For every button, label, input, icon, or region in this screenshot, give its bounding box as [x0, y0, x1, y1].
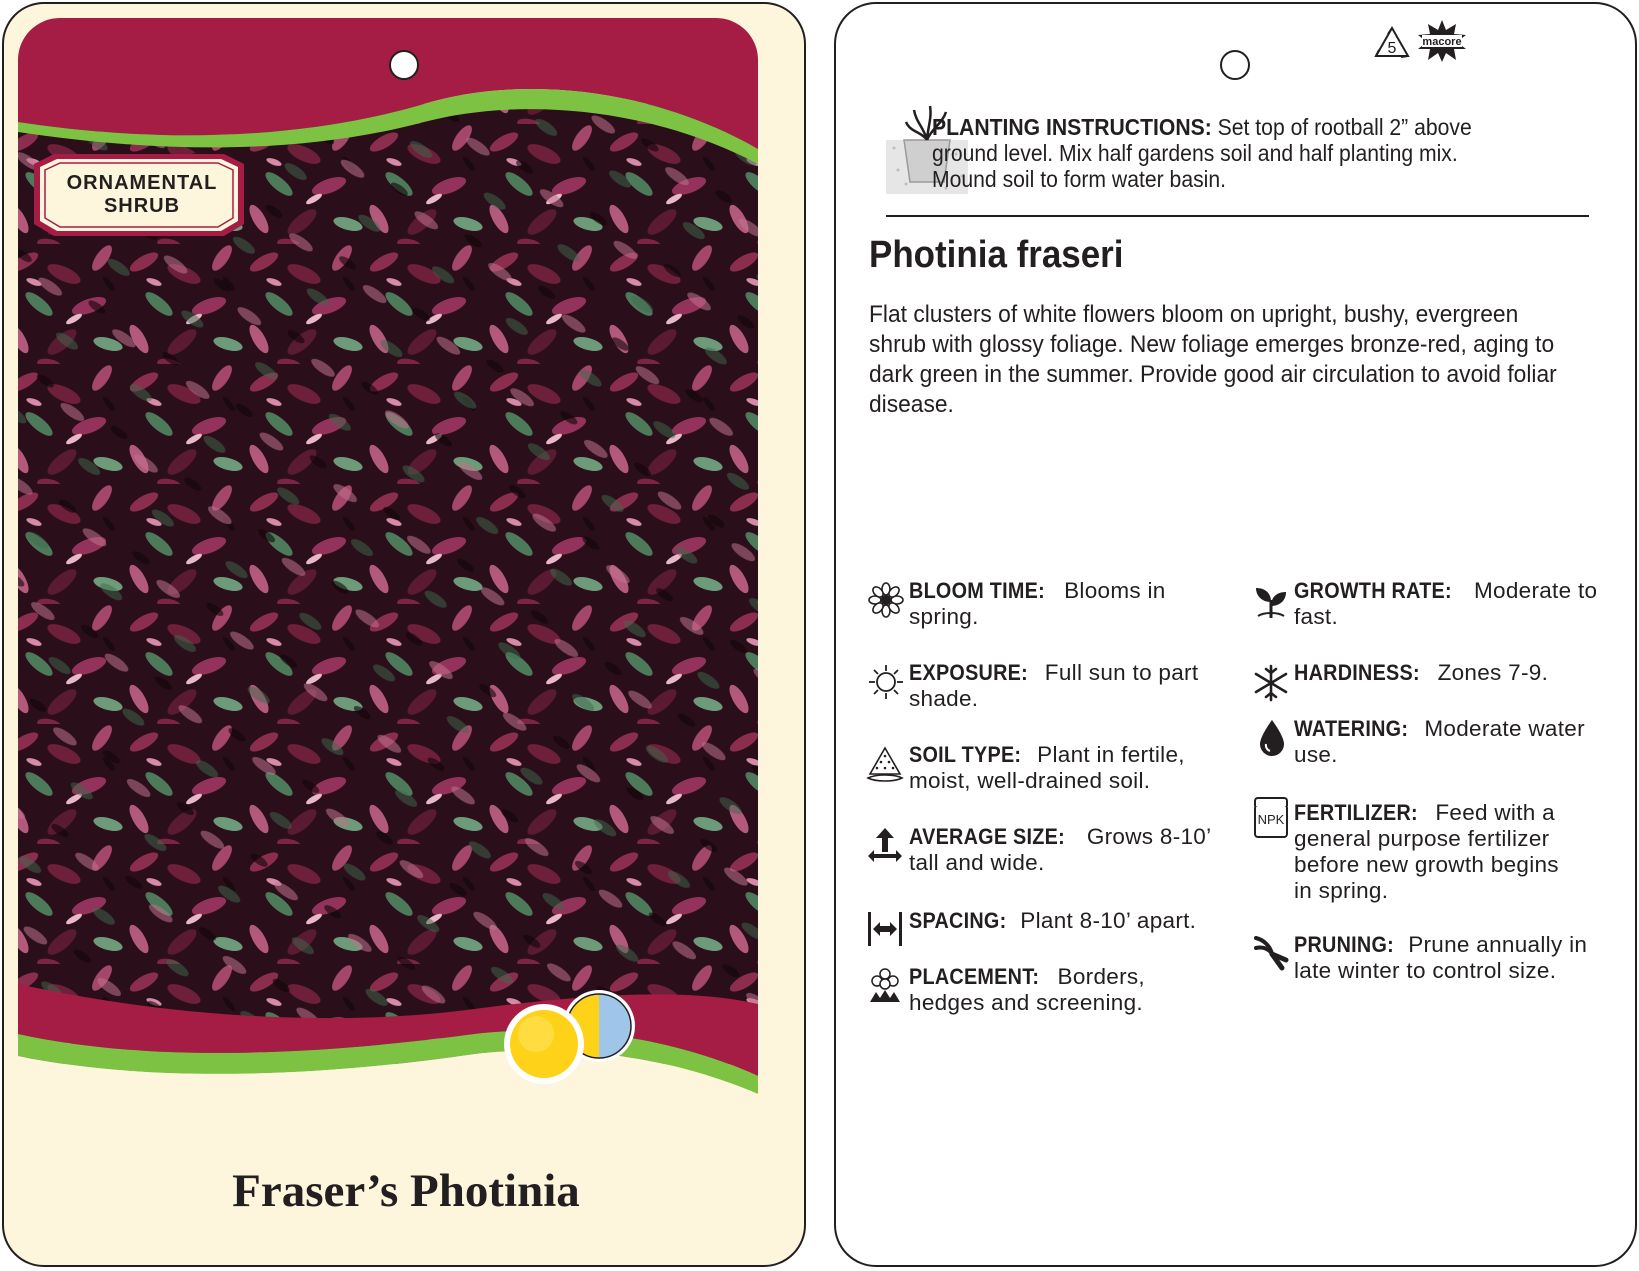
- attribute-bloom-time: [909, 578, 1166, 630]
- attribute-label: HARDINESS:: [1294, 660, 1420, 685]
- attribute-label: SPACING:: [909, 908, 1007, 933]
- attribute-label: GROWTH RATE:: [1294, 578, 1452, 603]
- placement-icon: [866, 966, 904, 1006]
- attribute-label: PRUNING:: [1294, 932, 1395, 957]
- attribute-text: Feed with a: [1428, 800, 1555, 825]
- attribute-watering: [1294, 716, 1585, 768]
- attribute-text: Plant 8-10’ apart.: [1013, 908, 1197, 933]
- fertilizer-icon: [1254, 804, 1288, 838]
- recycle-icon: [1372, 24, 1412, 60]
- attribute-text: Moderate to: [1467, 578, 1598, 603]
- fertilizer-lid: [1254, 797, 1288, 806]
- attribute-text: use.: [1294, 742, 1338, 767]
- botanical-name: Photinia fraseri: [869, 234, 1124, 276]
- divider: [886, 215, 1589, 217]
- common-name: Fraser’s Photinia: [232, 1165, 580, 1217]
- soil-icon: [866, 744, 904, 784]
- attribute-average-size: [909, 824, 1211, 876]
- full-sun-icon: [504, 1004, 584, 1084]
- attribute-text: Borders,: [1051, 964, 1145, 989]
- planting-instructions: [932, 114, 1521, 192]
- attribute-label: FERTILIZER:: [1294, 800, 1418, 825]
- attribute-text: Grows 8-10’: [1080, 824, 1212, 849]
- brand-mark: macore: [1422, 36, 1462, 48]
- attribute-text: fast.: [1294, 604, 1339, 629]
- attribute-fertilizer: [1294, 800, 1559, 904]
- attribute-text: shade.: [909, 686, 979, 711]
- planting-label: PLANTING INSTRUCTIONS:: [932, 114, 1212, 140]
- attribute-label: BLOOM TIME:: [909, 578, 1045, 603]
- attribute-exposure: [909, 660, 1198, 712]
- attribute-growth-rate: [1294, 578, 1597, 630]
- flower-icon: [868, 582, 904, 618]
- planting-line1: Set top of rootball 2” above: [1211, 114, 1472, 140]
- attribute-label: EXPOSURE:: [909, 660, 1029, 685]
- npk-label: NPK: [1257, 812, 1285, 827]
- category-line1: ORNAMENTAL: [66, 172, 218, 194]
- attribute-text: in spring.: [1294, 878, 1389, 903]
- size-icon: [866, 826, 904, 866]
- attribute-text: Prune annually in: [1401, 932, 1588, 957]
- attribute-hardiness: [1294, 660, 1548, 686]
- planting-line2: ground level. Mix half gardens soil and half planting mix.: [932, 140, 1458, 166]
- attribute-text: Blooms in: [1057, 578, 1166, 603]
- planting-line3: Mound soil to form water basin.: [932, 166, 1227, 192]
- attribute-text: moist, well-drained soil.: [909, 768, 1151, 793]
- attribute-text: late winter to control size.: [1294, 958, 1557, 983]
- attribute-label: AVERAGE SIZE:: [909, 824, 1065, 849]
- plant-description: Flat clusters of white flowers bloom on upright, bushy, evergreen shrub with glossy foliage. New foliage emerges bronze-red, aging to dark green in the summer. Provide good air circulation to avoid foliar disease.: [869, 301, 1557, 418]
- sprout-icon: [1252, 580, 1290, 620]
- attribute-text: Moderate water: [1417, 716, 1585, 741]
- attribute-pruning: [1294, 932, 1587, 984]
- hang-hole: [1220, 50, 1250, 80]
- pruners-icon: [1252, 934, 1290, 974]
- front-tag: [2, 2, 806, 1267]
- attribute-spacing: [909, 908, 1196, 934]
- water-drop-icon: [1258, 718, 1286, 758]
- attribute-text: spring.: [909, 604, 979, 629]
- attribute-text: hedges and screening.: [909, 990, 1143, 1015]
- attribute-text: Full sun to part: [1038, 660, 1199, 685]
- attribute-label: PLACEMENT:: [909, 964, 1040, 989]
- category-label: [42, 172, 242, 218]
- attribute-soil-type: [909, 742, 1185, 794]
- hang-hole: [389, 50, 419, 80]
- attribute-label: WATERING:: [1294, 716, 1409, 741]
- recycle-number: 5: [1387, 40, 1397, 57]
- attribute-label: SOIL TYPE:: [909, 742, 1022, 767]
- category-line2: SHRUB: [103, 195, 181, 217]
- attribute-placement: [909, 964, 1145, 1016]
- snowflake-icon: [1252, 664, 1290, 702]
- attribute-text: general purpose fertilizer: [1294, 826, 1550, 851]
- spacing-icon: [866, 910, 904, 948]
- attribute-text: before new growth begins: [1294, 852, 1559, 877]
- attribute-text: tall and wide.: [909, 850, 1045, 875]
- attribute-text: Plant in fertile,: [1030, 742, 1185, 767]
- macore-logo-icon: [1416, 18, 1468, 64]
- attribute-text: Zones 7-9.: [1431, 660, 1549, 685]
- sun-icon: [868, 664, 904, 700]
